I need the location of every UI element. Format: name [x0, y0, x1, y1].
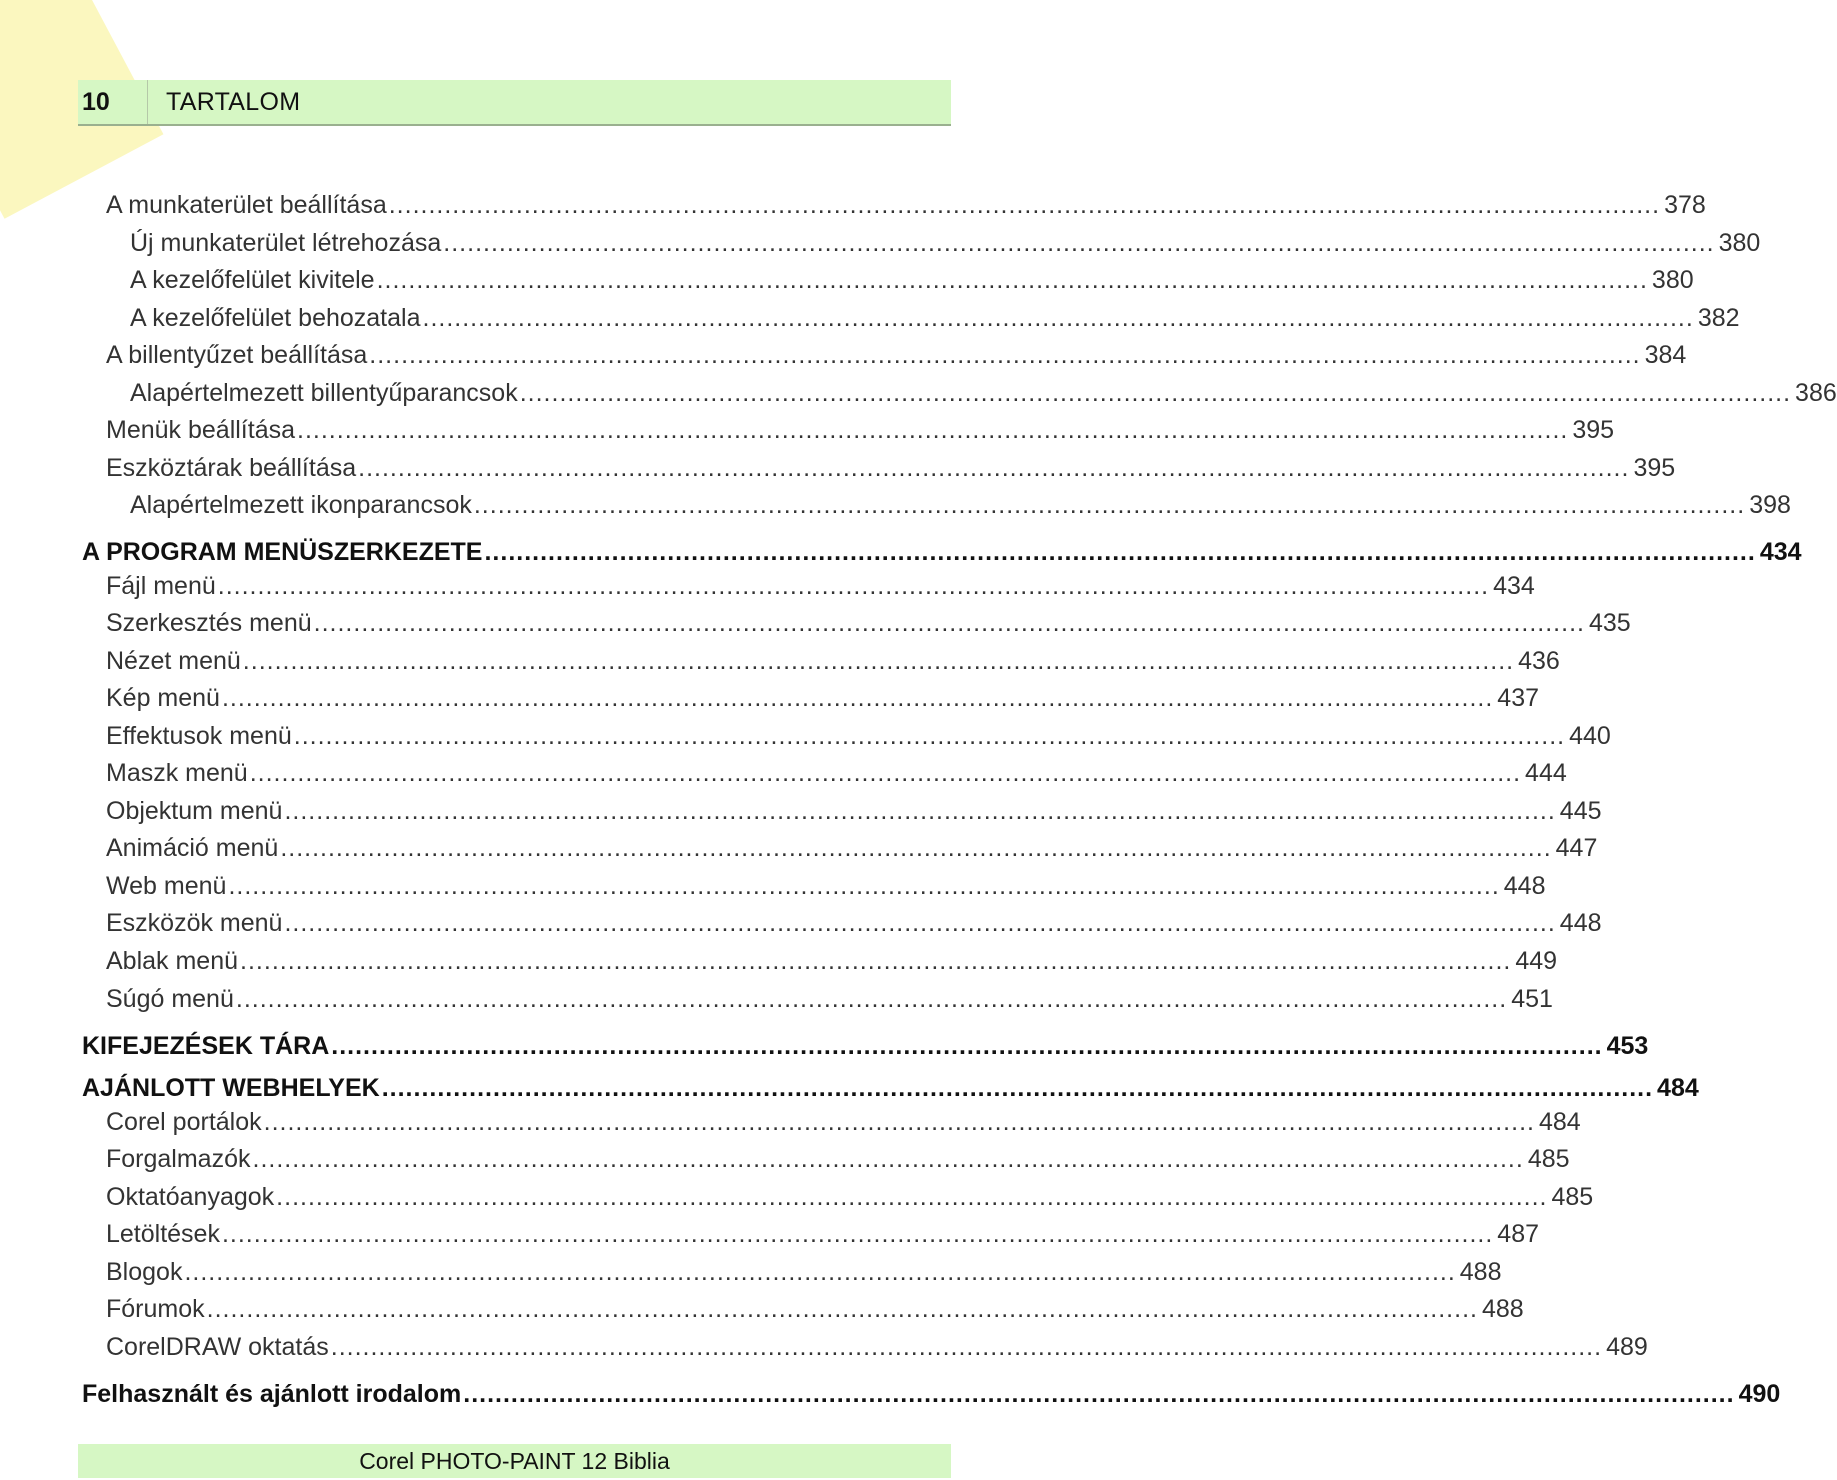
toc-entry	[106, 341, 1687, 370]
toc-entry	[106, 834, 1598, 863]
toc-leader-dots: ................................................................................................................................................................	[388, 191, 1661, 219]
toc-leader-dots: ................................................................................................................................................................	[519, 379, 1792, 407]
toc-entry-title: Animáció menü	[106, 834, 279, 862]
toc-entry-title: Maszk menü	[106, 759, 248, 787]
toc-leader-dots: ................................................................................................................................................................	[473, 491, 1746, 519]
toc-leader-dots: ................................................................................................................................................................	[242, 647, 1515, 675]
toc-entry-title: Effektusok menü	[106, 722, 292, 750]
toc-entry	[106, 1108, 1581, 1137]
toc-entry	[130, 379, 1837, 408]
toc-entry-page: 435	[1588, 609, 1631, 637]
toc-entry	[106, 872, 1546, 901]
toc-leader-dots: ................................................................................................................................................................	[276, 1183, 1548, 1211]
toc-entry-title: A munkaterület beállítása	[106, 191, 387, 219]
toc-entry-page: 380	[1718, 229, 1761, 257]
toc-entry	[106, 416, 1615, 445]
toc-entry	[82, 1032, 1649, 1061]
toc-leader-dots: ................................................................................................................................................................	[369, 341, 1641, 369]
toc-entry	[106, 454, 1676, 483]
toc-leader-dots: ................................................................................................................................................................	[263, 1108, 1535, 1136]
toc-leader-dots: ................................................................................................................................................................	[249, 759, 1522, 787]
toc-entry-title: Kép menü	[106, 684, 220, 712]
toc-leader-dots: ................................................................................................................................................................	[221, 1220, 1494, 1248]
toc-entry-page: 398	[1749, 491, 1791, 519]
toc-leader-dots: ................................................................................................................................................................	[221, 684, 1494, 712]
toc-entry	[130, 266, 1694, 295]
toc-entry-title: Menük beállítása	[106, 416, 296, 444]
toc-entry-page: 490	[1738, 1380, 1781, 1408]
toc-entry-title: Letöltések	[106, 1220, 220, 1248]
toc-entry	[130, 491, 1791, 520]
toc-leader-dots: ................................................................................................................................................................	[331, 1032, 1603, 1060]
toc-entry-title: Objektum menü	[106, 797, 283, 825]
toc-entry-title: Forgalmazók	[106, 1145, 251, 1173]
toc-leader-dots: ................................................................................................................................................................	[280, 834, 1552, 862]
toc-entry-page: 487	[1497, 1220, 1540, 1248]
page-footer: Corel PHOTO-PAINT 12 Biblia	[78, 1444, 951, 1478]
toc-entry	[106, 1295, 1524, 1324]
toc-entry-title: Corel portálok	[106, 1108, 262, 1136]
toc-entry-page: 484	[1538, 1108, 1581, 1136]
toc-leader-dots: ................................................................................................................................................................	[376, 266, 1648, 294]
toc-leader-dots: ................................................................................................................................................................	[358, 454, 1630, 482]
toc-entry	[106, 647, 1560, 676]
toc-entry-page: 448	[1503, 872, 1546, 900]
toc-entry-title: A PROGRAM MENÜSZERKEZETE	[82, 538, 483, 566]
toc-entry-page: 395	[1572, 416, 1615, 444]
toc-leader-dots: ................................................................................................................................................................	[313, 609, 1585, 637]
toc-entry-page: 437	[1497, 684, 1540, 712]
toc-entry-title: Web menü	[106, 872, 227, 900]
toc-entry-page: 386	[1795, 379, 1837, 407]
toc-leader-dots: ................................................................................................................................................................	[240, 947, 1512, 975]
toc-leader-dots: ................................................................................................................................................................	[206, 1295, 1478, 1323]
toc-entry-title: Szerkesztés menü	[106, 609, 312, 637]
toc-entry-page: 440	[1569, 722, 1611, 750]
toc-entry	[106, 909, 1602, 938]
toc-entry-title: CorelDRAW oktatás	[106, 1333, 329, 1361]
toc-entry-page: 485	[1527, 1145, 1570, 1173]
toc-entry	[82, 1074, 1699, 1103]
toc-leader-dots: ................................................................................................................................................................	[284, 797, 1556, 825]
toc-entry-title: Ablak menü	[106, 947, 239, 975]
toc-entry-page: 445	[1559, 797, 1602, 825]
toc-entry-page: 488	[1481, 1295, 1524, 1323]
toc-entry-page: 444	[1525, 759, 1567, 787]
toc-entry	[130, 304, 1740, 333]
toc-leader-dots: ................................................................................................................................................................	[235, 985, 1508, 1013]
toc-entry-page: 434	[1759, 538, 1802, 566]
toc-entry-title: AJÁNLOTT WEBHELYEK	[82, 1074, 380, 1102]
toc-entry-title: Alapértelmezett ikonparancsok	[130, 491, 472, 519]
toc-leader-dots: ................................................................................................................................................................	[252, 1145, 1524, 1173]
toc-entry-page: 489	[1606, 1333, 1648, 1361]
toc-entry-title: A kezelőfelület kivitele	[130, 266, 375, 294]
toc-entry-page: 382	[1697, 304, 1740, 332]
toc-leader-dots: ................................................................................................................................................................	[381, 1074, 1654, 1102]
toc-entry-title: Nézet menü	[106, 647, 241, 675]
toc-entry	[106, 191, 1706, 220]
toc-entry	[106, 722, 1611, 751]
toc-entry-page: 449	[1515, 947, 1558, 975]
toc-entry	[82, 538, 1802, 567]
toc-entry-page: 447	[1555, 834, 1598, 862]
toc-entry-page: 436	[1518, 647, 1560, 675]
toc-entry-page: 395	[1633, 454, 1676, 482]
toc-entry-title: A kezelőfelület behozatala	[130, 304, 421, 332]
toc-leader-dots: ................................................................................................................................................................	[184, 1258, 1456, 1286]
toc-entry	[106, 1145, 1570, 1174]
toc-entry	[82, 1380, 1781, 1409]
toc-leader-dots: ................................................................................................................................................................	[228, 872, 1500, 900]
toc-entry-title: Fórumok	[106, 1295, 205, 1323]
toc-entry	[106, 947, 1558, 976]
toc-entry	[106, 1183, 1594, 1212]
toc-entry-page: 488	[1459, 1258, 1502, 1286]
toc-entry	[106, 1258, 1502, 1287]
page-number: 10	[78, 80, 148, 124]
toc-leader-dots: ................................................................................................................................................................	[463, 1380, 1735, 1408]
toc-entry-page: 448	[1559, 909, 1602, 937]
toc-entry-title: Súgó menü	[106, 985, 234, 1013]
toc-entry-title: Fájl menü	[106, 572, 216, 600]
toc-leader-dots: ................................................................................................................................................................	[484, 538, 1756, 566]
toc-entry-page: 485	[1551, 1183, 1594, 1211]
toc-entry-title: Alapértelmezett billentyűparancsok	[130, 379, 518, 407]
page-title: TARTALOM	[166, 88, 301, 116]
toc-entry-title: Eszköztárak beállítása	[106, 454, 357, 482]
toc-leader-dots: ................................................................................................................................................................	[443, 229, 1715, 257]
toc-entry-page: 434	[1493, 572, 1535, 600]
toc-entry	[106, 759, 1567, 788]
toc-entry-page: 378	[1664, 191, 1706, 219]
toc-entry-page: 380	[1651, 266, 1694, 294]
toc-leader-dots: ................................................................................................................................................................	[330, 1333, 1603, 1361]
toc-entry-title: Új munkaterület létrehozása	[130, 229, 442, 257]
toc-entry	[106, 684, 1540, 713]
toc-entry	[106, 609, 1631, 638]
toc-entry-page: 453	[1606, 1032, 1649, 1060]
toc-entry	[130, 229, 1761, 258]
toc-leader-dots: ................................................................................................................................................................	[422, 304, 1694, 332]
toc-entry-title: A billentyűzet beállítása	[106, 341, 368, 369]
toc-entry-title: Oktatóanyagok	[106, 1183, 275, 1211]
toc-entry-page: 484	[1657, 1074, 1699, 1102]
toc-entry	[106, 1333, 1648, 1362]
toc-entry-title: KIFEJEZÉSEK TÁRA	[82, 1032, 330, 1060]
toc-entry-page: 384	[1644, 341, 1687, 369]
toc-entry	[106, 572, 1535, 601]
toc-entry-title: Blogok	[106, 1258, 183, 1286]
toc-entry-page: 451	[1511, 985, 1553, 1013]
toc-leader-dots: ................................................................................................................................................................	[297, 416, 1569, 444]
toc-leader-dots: ................................................................................................................................................................	[293, 722, 1566, 750]
toc-entry	[106, 797, 1602, 826]
toc-entry	[106, 985, 1553, 1014]
toc-entry	[106, 1220, 1540, 1249]
toc-entry-title: Felhasznált és ajánlott irodalom	[82, 1380, 462, 1408]
toc-leader-dots: ................................................................................................................................................................	[284, 909, 1556, 937]
toc-entry-title: Eszközök menü	[106, 909, 283, 937]
toc-leader-dots: ................................................................................................................................................................	[217, 572, 1490, 600]
